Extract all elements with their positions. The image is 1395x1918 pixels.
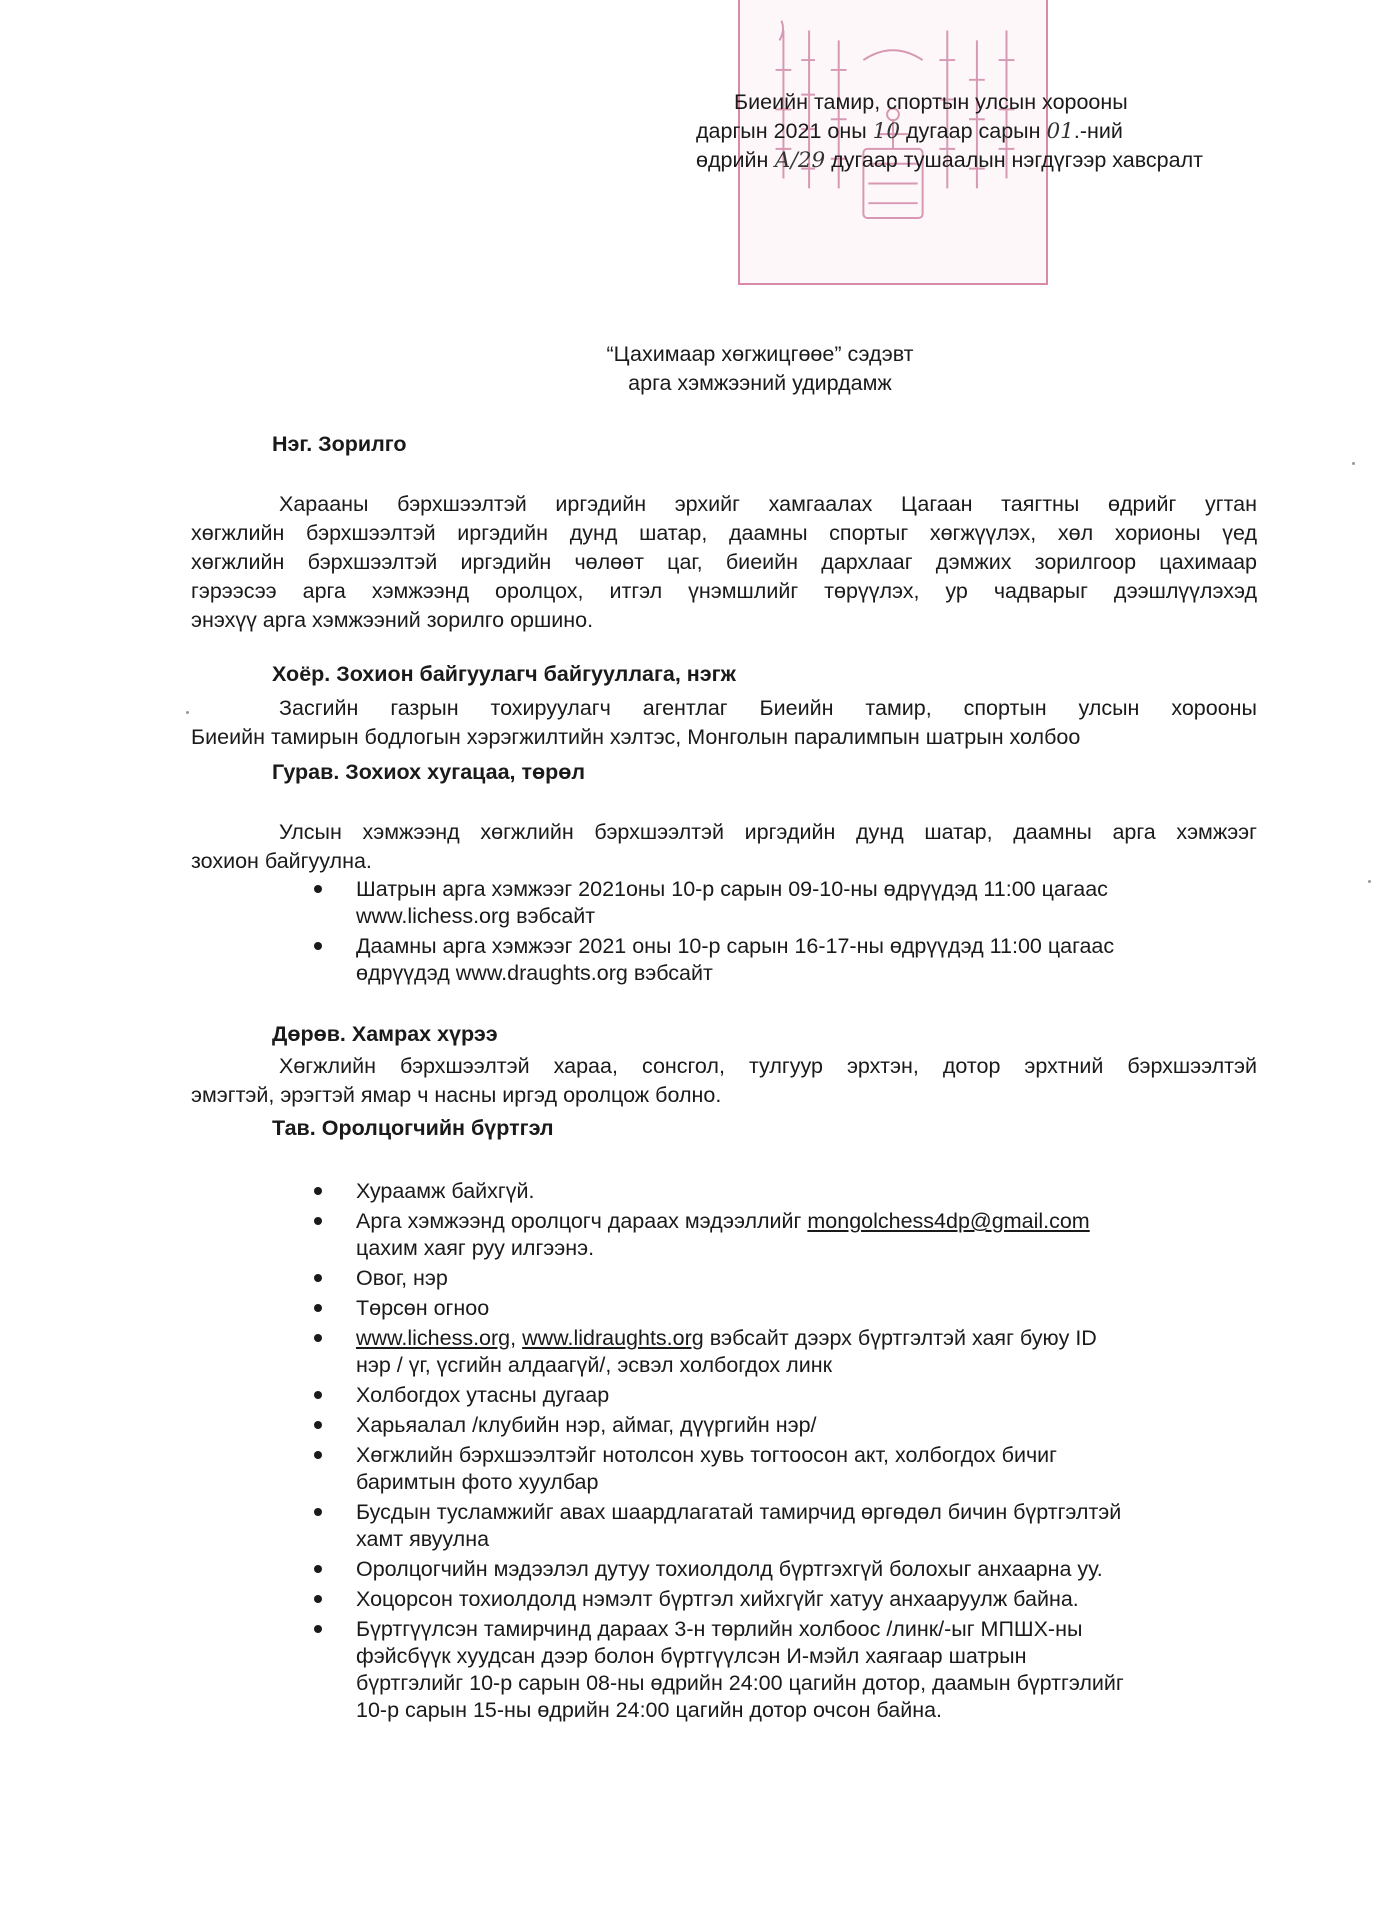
bullet-text: 10-р сарын 15-ны өдрийн 24:00 цагийн дотор очсон байна. — [356, 1698, 943, 1722]
bullet-text: Хоцорсон тохиолдолд нэмэлт бүртгэл хийхгүйг хатуу анхааруулж байна. — [356, 1587, 1079, 1611]
title-line-2: арга хэмжээний удирдамж — [628, 371, 892, 395]
bullet-text: нэр / үг, үсгийн алдаагүй/, эсвэл холбогдох линк — [356, 1353, 832, 1377]
bullet-text: Хураамж байхгүй. — [356, 1179, 535, 1203]
header-line-3-a: өдрийн — [696, 148, 775, 172]
list-item — [314, 1265, 1264, 1292]
email-link[interactable]: mongolchess4dp@gmail.com — [807, 1209, 1090, 1233]
section-3-heading: Гурав. Зохиох хугацаа, төрөл — [272, 760, 586, 784]
bullet-text-a: Арга хэмжээнд оролцогч дараах мэдээллийг — [356, 1209, 808, 1233]
bullet-text: хамт явуулна — [356, 1527, 490, 1551]
handwritten-order-number: А/29 — [774, 148, 826, 173]
bullet-text: Хөгжлийн бэрхшээлтэйг нотолсон хувь тогтоосон акт, холбогдох бичиг — [356, 1443, 1058, 1467]
header-line-3 — [696, 146, 1336, 175]
section-1-line: гэрээсээ арга хэмжээнд оролцох, итгэл үнэмшлийг төрүүлэх, ур чадварыг дээшлүүлэхэд — [191, 579, 1257, 603]
bullet-text: Даамны арга хэмжээг 2021 оны 10-р сарын 16-17-ны өдрүүдэд 11:00 цагаас — [356, 934, 1115, 958]
link-separator: , — [510, 1326, 523, 1350]
document-title — [470, 340, 1050, 398]
list-item — [314, 1325, 1264, 1379]
section-1-line: хөгжлийн бэрхшээлтэй иргэдийн дунд шатар, даамны спортыг хөгжүүлэх, хөл хорионы үед — [191, 521, 1257, 545]
list-item — [314, 1295, 1264, 1322]
section-4-line: Хөгжлийн бэрхшээлтэй хараа, сонсгол, тулгуур эрхтэн, дотор эрхтний бэрхшээлтэй — [279, 1054, 1257, 1078]
scan-speck — [1368, 880, 1371, 883]
section-2-line: Биеийн тамирын бодлогын хэрэгжилтийн хэлтэс, Монголын паралимпын шатрын холбоо — [191, 725, 1081, 749]
bullet-text — [356, 1325, 1264, 1352]
section-3-bullets — [314, 876, 1264, 987]
section-5-heading: Тав. Оролцогчийн бүртгэл — [272, 1116, 554, 1140]
bullet-text: www.lichess.org вэбсайт — [356, 904, 596, 928]
lichess-link[interactable]: www.lichess.org — [356, 1326, 511, 1350]
bullet-text: Холбогдох утасны дугаар — [356, 1383, 610, 1407]
header-line-2-b: дугаар сарын — [900, 119, 1047, 143]
list-item — [314, 876, 1264, 930]
list-item — [314, 1442, 1264, 1496]
bullet-text: Төрсөн огноо — [356, 1296, 490, 1320]
bullet-text: баримтын фото хуулбар — [356, 1470, 599, 1494]
bullet-text-a: вэбсайт дээрх бүртгэлтэй хаяг буюу ID — [703, 1326, 1097, 1350]
bullet-text — [356, 1208, 1264, 1235]
bullet-text: цахим хаяг руу илгээнэ. — [356, 1236, 595, 1260]
section-1-line: Хараaны бэрхшээлтэй иргэдийн эрхийг хамгаалах Цагаан таягтны өдрийг угтан — [279, 492, 1257, 516]
header-line-2-a: даргын 2021 оны — [696, 119, 873, 143]
bullet-text: бүртгэлийг 10-р сарын 08-ны өдрийн 24:00 цагийн дотор, даамын бүртгэлийг — [356, 1671, 1124, 1695]
section-1-line: хөгжлийн бэрхшээлтэй иргэдийн чөлөөт цаг, биеийн дархлааг дэмжих зорилгоор цахимаар — [191, 550, 1257, 574]
section-1-body — [191, 490, 1257, 635]
bullet-text: Бүртгүүлсэн тамирчинд дараах 3-н төрлийн холбоос /линк/-ыг МПШХ-ны — [356, 1617, 1083, 1641]
scan-speck — [186, 711, 189, 714]
list-item — [314, 1556, 1264, 1583]
handwritten-day: 01 — [1046, 119, 1074, 144]
title-line-1: “Цахимаар хөгжицгөөе” сэдэвт — [606, 342, 914, 366]
header-line-2 — [696, 117, 1336, 146]
section-4-body — [191, 1052, 1257, 1110]
bullet-text: Бусдын тусламжийг авах шаардлагатай тамирчид өргөдөл бичин бүртгэлтэй — [356, 1500, 1122, 1524]
section-3-line: Улсын хэмжээнд хөгжлийн бэрхшээлтэй иргэдийн дунд шатар, даамны арга хэмжээг — [279, 820, 1257, 844]
attachment-header — [696, 88, 1336, 175]
section-1-heading: Нэг. Зорилго — [272, 432, 407, 456]
section-5-bullets — [314, 1178, 1264, 1724]
list-item — [314, 1208, 1264, 1262]
section-1-line: энэхүү арга хэмжээний зорилго оршино. — [191, 608, 594, 632]
list-item — [314, 1616, 1264, 1724]
list-item — [314, 1499, 1264, 1553]
bullet-text: өдрүүдэд www.draughts.org вэбсайт — [356, 961, 713, 985]
header-line-1: Биеийн тамир, спортын улсын хорооны — [734, 90, 1128, 114]
list-item — [314, 1586, 1264, 1613]
bullet-text: Харьяалал /клубийн нэр, аймаг, дүүргийн нэр/ — [356, 1413, 817, 1437]
section-4-line: эмэгтэй, эрэгтэй ямар ч насны иргэд оролцож болно. — [191, 1083, 722, 1107]
bullet-text: Шатрын арга хэмжээг 2021оны 10-р сарын 09-10-ны өдрүүдэд 11:00 цагаас — [356, 877, 1108, 901]
list-item — [314, 1412, 1264, 1439]
header-line-3-b: дугаар тушаалын нэгдүгээр хавсралт — [825, 148, 1203, 172]
list-item — [314, 933, 1264, 987]
list-item — [314, 1178, 1264, 1205]
section-2-heading: Хоёр. Зохион байгуулагч байгууллага, нэгж — [272, 662, 736, 686]
section-4-heading: Дөрөв. Хамрах хүрээ — [272, 1022, 498, 1046]
scan-speck — [1352, 462, 1355, 465]
section-3-line: зохион байгуулна. — [191, 849, 372, 873]
list-item — [314, 1382, 1264, 1409]
section-2-line: Засгийн газрын тохируулагч агентлаг Биеийн тамир, спортын улсын хорооны — [279, 696, 1257, 720]
handwritten-month: 10 — [872, 119, 901, 144]
header-line-2-c: .-ний — [1073, 119, 1123, 143]
section-3-body — [191, 818, 1257, 876]
bullet-text: Овог, нэр — [356, 1266, 448, 1290]
section-2-body — [191, 694, 1257, 752]
bullet-text: фэйсбүүк хуудсан дээр болон бүртгүүлсэн И-мэйл хаягаар шатрын — [356, 1644, 1027, 1668]
bullet-text: Оролцогчийн мэдээлэл дутуу тохиолдолд бүртгэхгүй болохыг анхаарна уу. — [356, 1557, 1103, 1581]
lidraughts-link[interactable]: www.lidraughts.org — [522, 1326, 704, 1350]
